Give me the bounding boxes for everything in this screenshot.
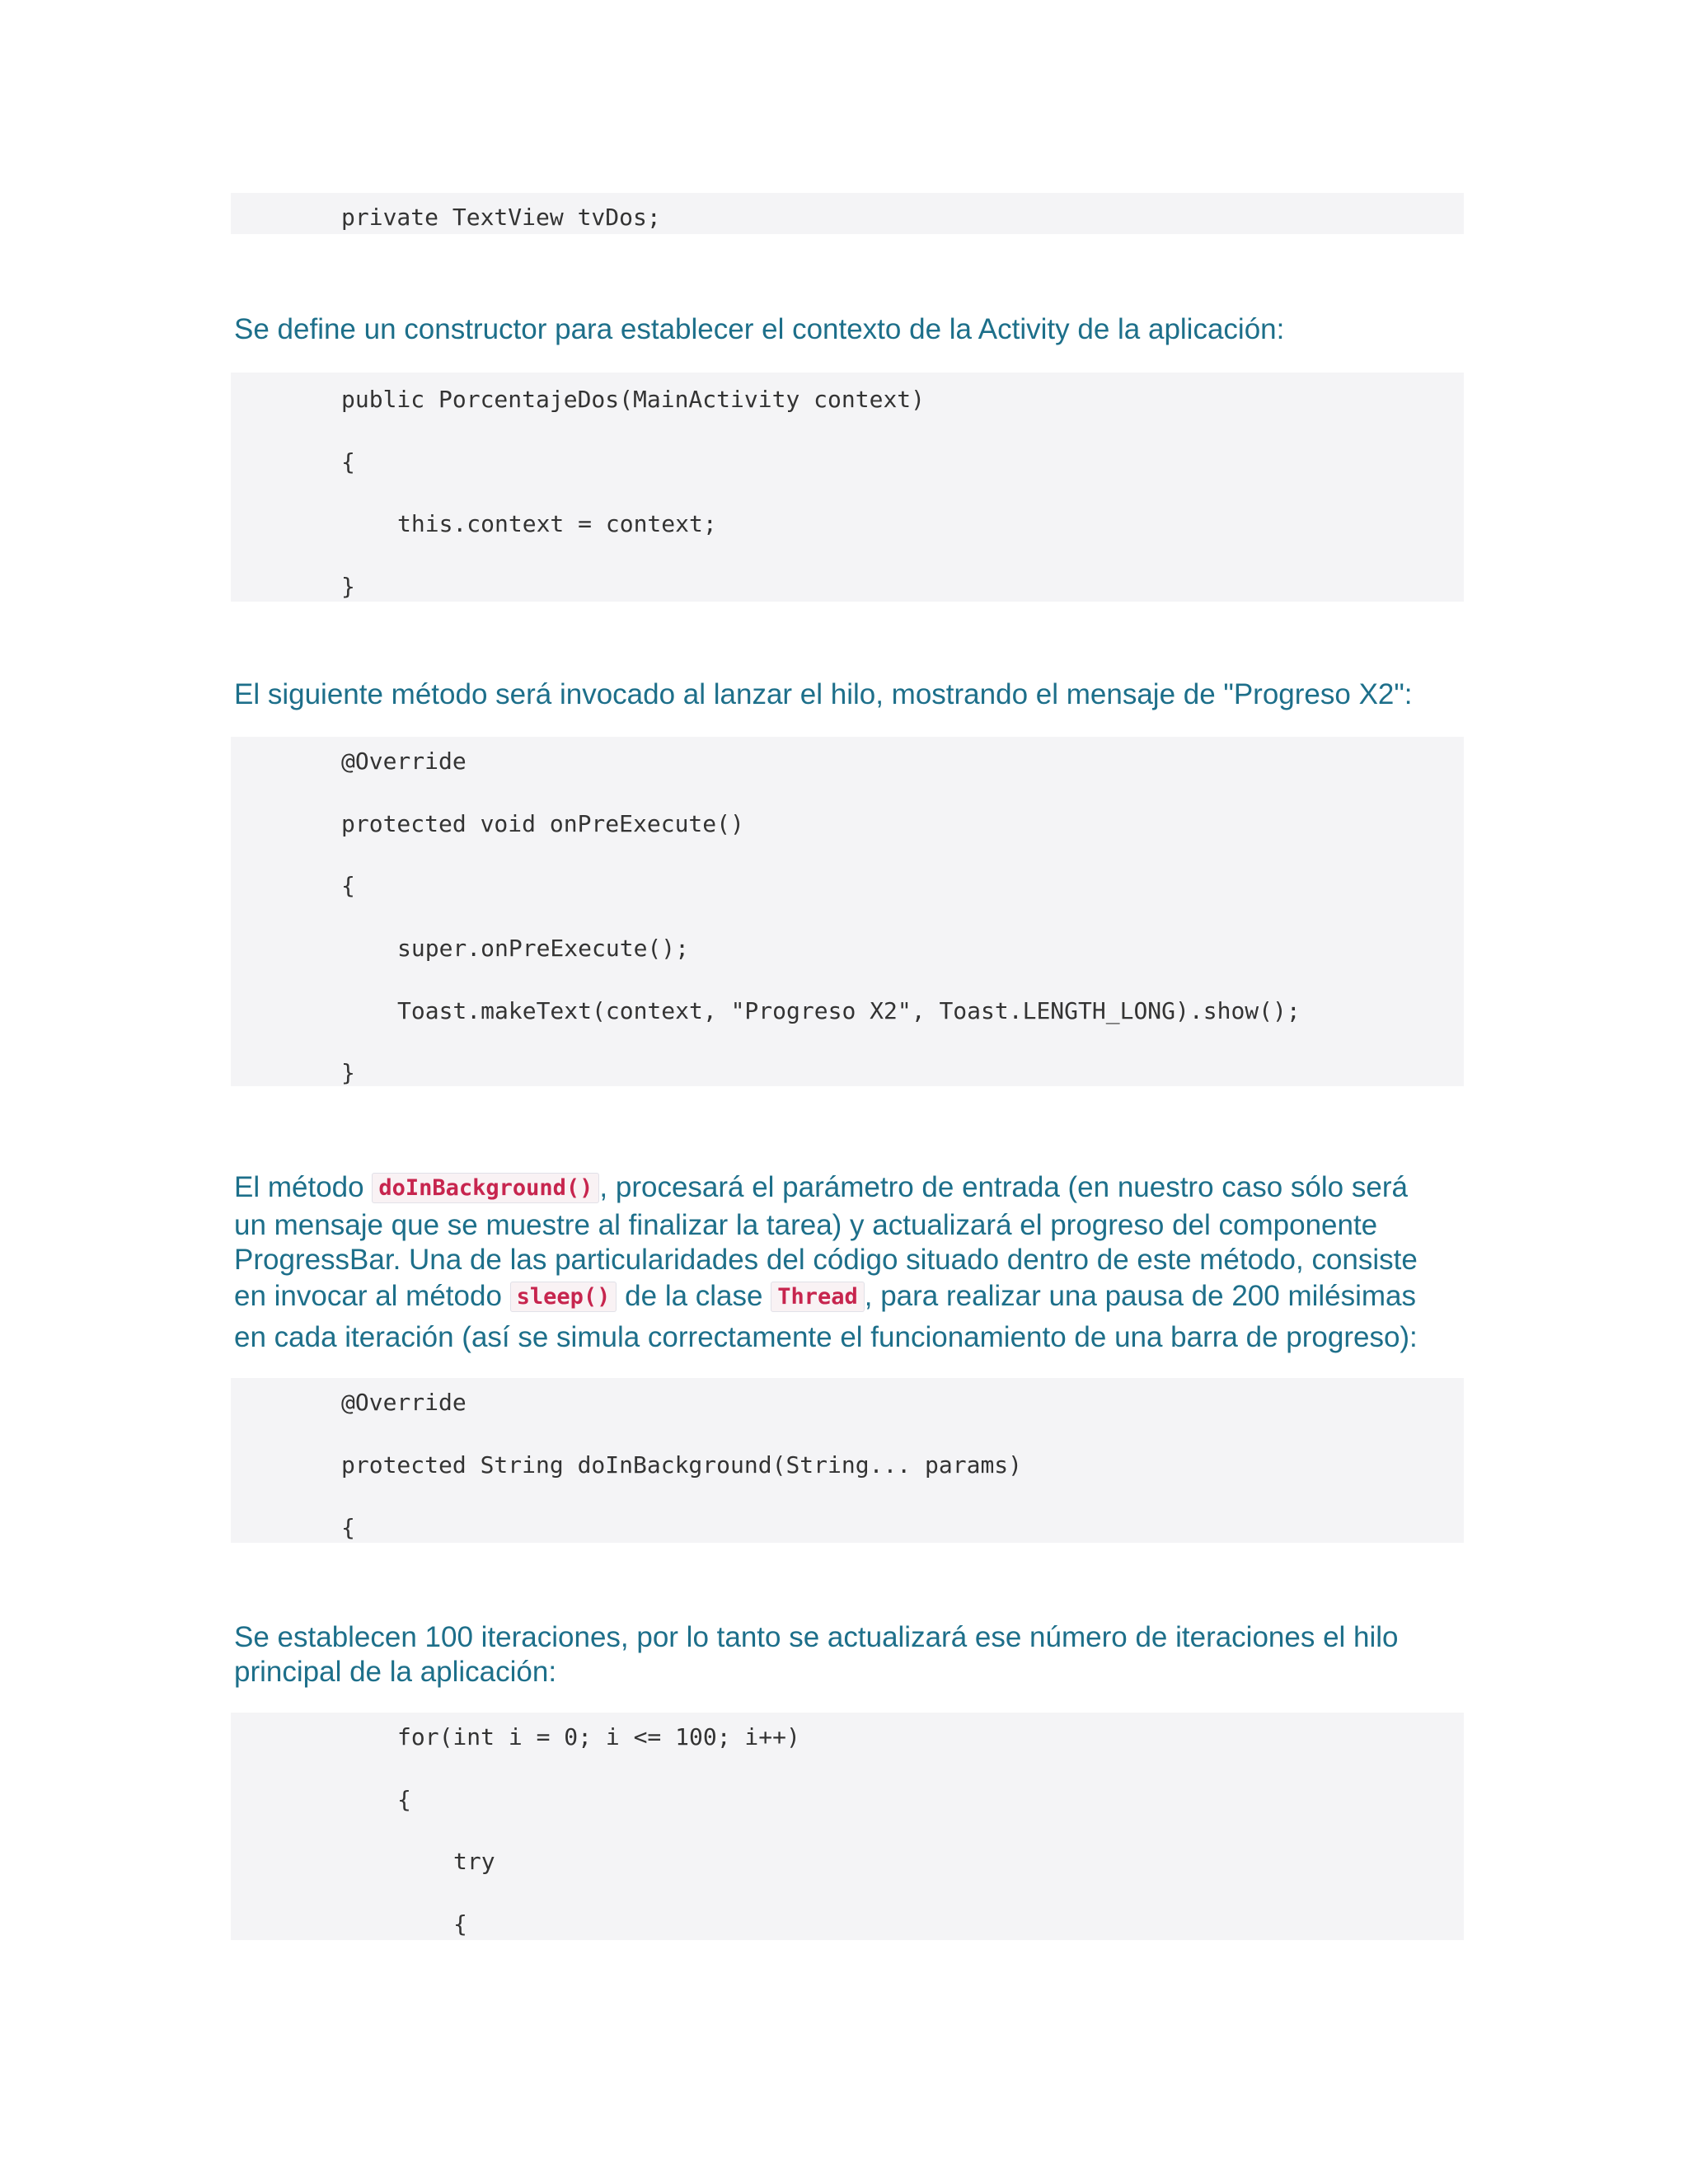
code-block-doinbackground (231, 1378, 1464, 1543)
paragraph-line: El siguiente método será invocado al lanzar el hilo, mostrando el mensaje de "Progreso X2": (234, 678, 1413, 710)
code-line: for(int i = 0; i <= 100; i++) (397, 1723, 800, 1750)
code-line: { (341, 1514, 355, 1541)
code-line: private TextView tvDos; (341, 204, 661, 231)
code-block-onpreexecute (231, 737, 1464, 1086)
paragraph-line: Se establecen 100 iteraciones, por lo tanto se actualizará ese número de iteraciones el hilo (234, 1621, 1399, 1653)
code-line: } (341, 1059, 355, 1086)
code-line: { (397, 1786, 411, 1813)
code-line: protected void onPreExecute() (341, 810, 744, 837)
paragraph-line: en cada iteración (así se simula correctamente el funcionamiento de una barra de progreso): (234, 1321, 1418, 1353)
text-fragment: de la clase (617, 1280, 771, 1312)
paragraph-line: principal de la aplicación: (234, 1656, 557, 1688)
code-line: super.onPreExecute(); (397, 935, 690, 962)
paragraph-line (234, 1277, 1454, 1319)
code-line: { (453, 1910, 467, 1938)
text-fragment: , para realizar una pausa de 200 milésimas (864, 1280, 1417, 1312)
code-line: { (341, 448, 355, 476)
text-fragment: en invocar al método (234, 1280, 510, 1312)
code-line: try (453, 1848, 495, 1875)
code-block-for-loop (231, 1713, 1464, 1940)
code-line: public PorcentajeDos(MainActivity context) (341, 386, 926, 413)
code-line: protected String doInBackground(String... params) (341, 1451, 1023, 1479)
text-fragment: , procesará el parámetro de entrada (en nuestro caso sólo será (599, 1171, 1408, 1203)
paragraph-constructor (234, 311, 1454, 349)
text-fragment: El método (234, 1171, 373, 1203)
inline-code-thread: Thread (771, 1282, 865, 1312)
paragraph-doinbackground (234, 1169, 1454, 1357)
code-line: @Override (341, 1389, 467, 1416)
code-block-constructor (231, 373, 1464, 602)
code-line: { (341, 872, 355, 899)
paragraph-iterations (234, 1620, 1454, 1690)
paragraph-onpreexecute (234, 676, 1454, 714)
code-line: this.context = context; (397, 510, 717, 537)
inline-code-sleep: sleep() (510, 1282, 617, 1312)
inline-code-doinbackground: doInBackground() (372, 1173, 599, 1203)
paragraph-line: Se define un constructor para establecer el contexto de la Activity de la aplicación: (234, 313, 1285, 345)
code-block-field-declaration (231, 193, 1464, 234)
code-line: } (341, 573, 355, 600)
paragraph-line: un mensaje que se muestre al finalizar la tarea) y actualizará el progreso del componente (234, 1209, 1378, 1241)
paragraph-line (234, 1169, 1454, 1208)
code-line: @Override (341, 748, 467, 775)
paragraph-line: ProgressBar. Una de las particularidades del código situado dentro de este método, consiste (234, 1244, 1418, 1276)
code-line: Toast.makeText(context, "Progreso X2", Toast.LENGTH_LONG).show(); (397, 997, 1301, 1024)
